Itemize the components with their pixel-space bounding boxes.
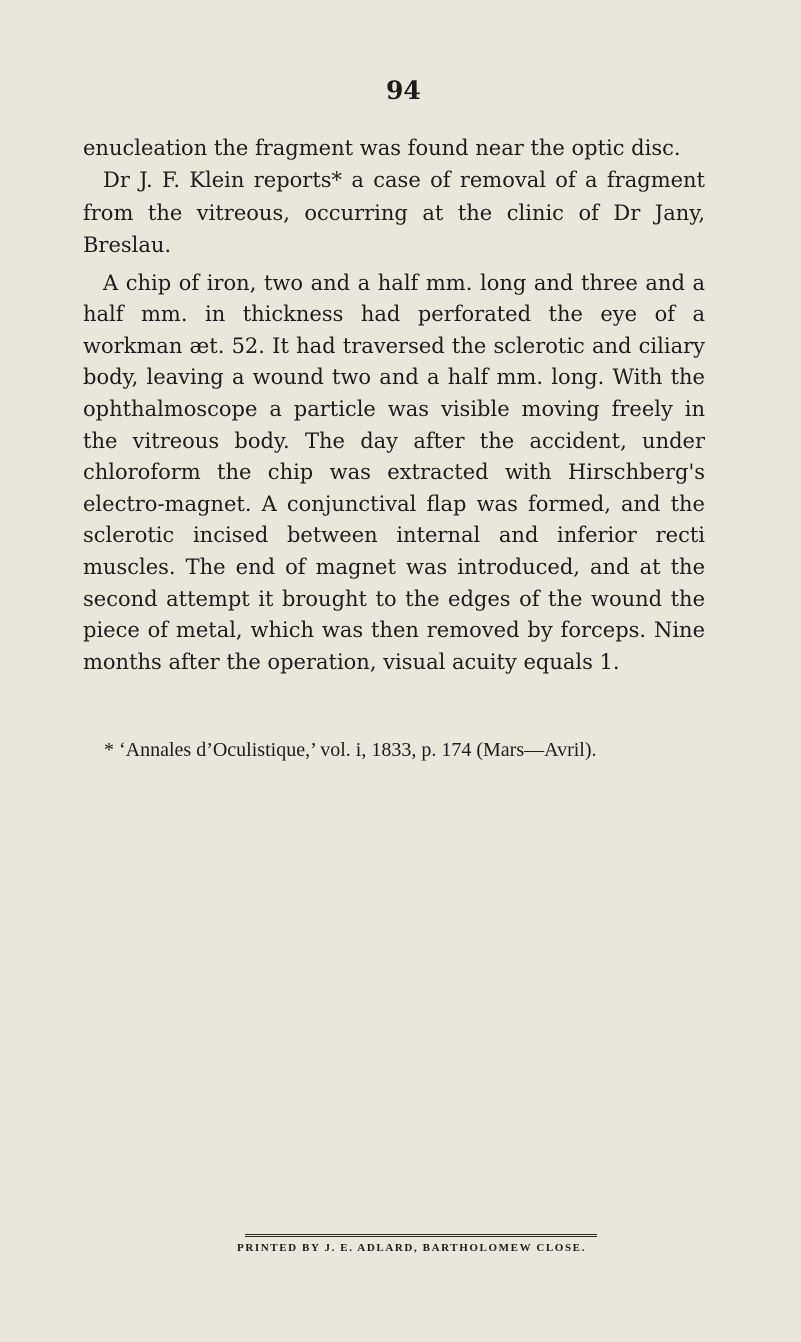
printer-rule bbox=[245, 1234, 597, 1237]
footnote: * ‘Annales d’Oculistique,’ vol. i, 1833, p. 174 (Mars—Avril). bbox=[104, 739, 597, 761]
body-text bbox=[83, 132, 705, 678]
paragraph-1: enucleation the fragment was found near the optic disc. bbox=[83, 136, 681, 160]
paragraph-3: A chip of iron, two and a half mm. long and three and a half mm. in thickness had perforated the eye of a workman ӕt. 52. It had traversed the sclerotic and ciliary body, leaving a wound two and a half mm. long. With the ophthalmoscope a particle was visible moving freely in the vitreous body. The day after the accident, under chloroform the chip was extracted with Hirschberg's electro-magnet. A conjunctival flap was formed, and the sclerotic incised between internal and inferior recti muscles. The end of magnet was introduced, and at the second attempt it brought to the edges of the wound the piece of metal, which was then removed by forceps. Nine months after the operation, visual acuity equals 1. bbox=[83, 270, 705, 674]
paragraph-2: Dr J. F. Klein reports* a case of removal of a fragment from the vitreous, occurring at the clinic of Dr Jany, Breslau. bbox=[83, 168, 705, 258]
page-number: 94 bbox=[386, 76, 421, 105]
printer-imprint: PRINTED BY J. E. ADLARD, BARTHOLOMEW CLOSE. bbox=[237, 1242, 586, 1254]
